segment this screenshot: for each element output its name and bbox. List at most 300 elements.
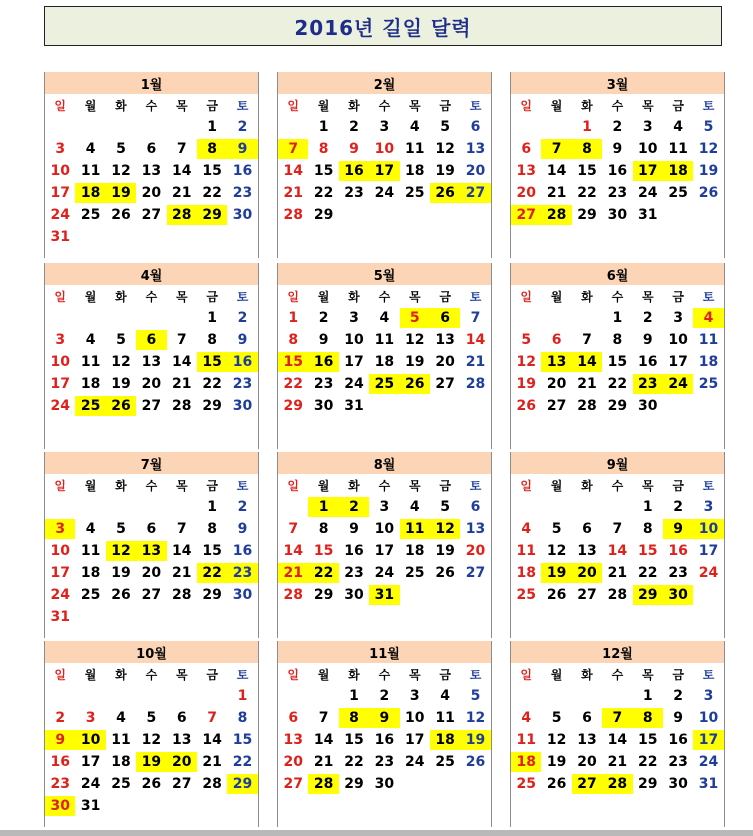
weekday-row (278, 663, 491, 685)
day-cell: 18 (405, 163, 425, 179)
day-cell: 12 (546, 732, 567, 748)
day-cell: 30 (668, 776, 688, 792)
weekday-label: 화 (581, 667, 593, 682)
weekday-label: 수 (611, 98, 624, 113)
day-cell-auspicious: 30 (663, 585, 693, 605)
weekday-label: 수 (145, 289, 158, 304)
week-row (45, 773, 258, 795)
week-row (45, 182, 258, 204)
day-cell-auspicious: 26 (106, 396, 136, 416)
weekday-label: 화 (115, 667, 127, 682)
empty-cell (693, 205, 723, 225)
empty-cell (75, 227, 105, 247)
calendar-title-box (44, 6, 722, 46)
day-cell: 2 (55, 710, 66, 726)
empty-cell (197, 607, 227, 627)
day-cell: 26 (465, 754, 486, 770)
day-cell: 25 (80, 207, 101, 223)
empty-cell (75, 497, 105, 517)
day-cell: 12 (111, 354, 131, 370)
week-row (45, 138, 258, 160)
day-cell: 11 (374, 332, 395, 348)
week-row (45, 562, 258, 584)
week-row (45, 116, 258, 138)
day-cell-auspicious: 6 (136, 330, 166, 350)
day-cell: 13 (283, 732, 303, 748)
day-cell: 26 (435, 565, 455, 581)
week-row (278, 751, 491, 773)
day-cell: 5 (116, 521, 126, 537)
day-cell: 17 (405, 732, 425, 748)
day-cell-auspicious: 29 (633, 585, 663, 605)
empty-cell (106, 796, 136, 816)
day-cell: 7 (582, 332, 592, 348)
month-calendar (277, 263, 492, 449)
weekday-label: 월 (550, 667, 563, 682)
day-cell: 23 (232, 185, 253, 201)
day-cell: 13 (141, 354, 162, 370)
weekday-row (278, 94, 491, 116)
weekday-label: 수 (611, 289, 624, 304)
weekday-label: 수 (145, 667, 158, 682)
day-cell: 4 (409, 499, 420, 515)
day-cell: 15 (344, 732, 364, 748)
week-row (45, 707, 258, 729)
day-cell: 12 (516, 354, 536, 370)
week-row (511, 707, 724, 729)
week-row (511, 307, 724, 329)
day-cell: 16 (374, 732, 395, 748)
empty-cell (663, 396, 693, 416)
day-cell: 27 (172, 776, 192, 792)
day-cell: 14 (313, 732, 334, 748)
day-cell: 6 (470, 119, 481, 135)
empty-cell (541, 686, 571, 706)
empty-cell (460, 205, 490, 225)
week-row (45, 540, 258, 562)
weekday-label: 월 (317, 667, 330, 682)
weekday-label: 토 (236, 667, 249, 682)
day-cell-auspicious: 16 (227, 352, 257, 372)
weekday-label: 토 (236, 289, 249, 304)
week-row (511, 562, 724, 584)
day-cell: 22 (313, 185, 334, 201)
week-row (45, 160, 258, 182)
empty-cell (430, 396, 460, 416)
day-cell-auspicious: 4 (693, 308, 723, 328)
day-cell: 4 (440, 688, 451, 704)
day-cell: 6 (146, 141, 157, 157)
empty-cell (541, 117, 571, 137)
empty-cell (339, 205, 369, 225)
day-cell: 2 (642, 310, 653, 326)
day-cell-auspicious: 17 (633, 161, 663, 181)
day-cell: 27 (141, 398, 162, 414)
weekday-label: 일 (54, 289, 66, 304)
month-header: 7월 (45, 452, 258, 474)
empty-cell (430, 205, 460, 225)
month-header: 8월 (278, 452, 491, 474)
day-cell: 18 (405, 543, 425, 559)
weekday-row (45, 474, 258, 496)
day-cell: 5 (440, 119, 451, 135)
week-row (511, 518, 724, 540)
weekday-label: 화 (348, 478, 360, 493)
empty-cell (75, 686, 105, 706)
day-cell: 8 (207, 332, 218, 348)
empty-cell (106, 497, 136, 517)
week-row (45, 795, 258, 817)
day-cell: 5 (116, 332, 126, 348)
day-cell: 17 (50, 185, 70, 201)
day-cell: 18 (80, 376, 101, 392)
day-cell-auspicious: 1 (308, 497, 338, 517)
day-cell: 7 (207, 710, 218, 726)
empty-cell (541, 308, 571, 328)
day-cell-auspicious: 23 (633, 374, 663, 394)
day-cell: 18 (80, 565, 101, 581)
day-cell: 12 (141, 732, 162, 748)
week-row (278, 707, 491, 729)
day-cell: 29 (202, 587, 222, 603)
day-cell: 11 (80, 543, 101, 559)
day-cell: 24 (344, 376, 364, 392)
day-cell: 2 (237, 310, 248, 326)
day-cell-auspicious: 18 (430, 730, 460, 750)
month-header: 3월 (511, 72, 724, 94)
day-cell: 13 (141, 163, 162, 179)
day-cell: 9 (673, 710, 684, 726)
day-cell: 17 (80, 754, 101, 770)
weekday-label: 일 (54, 98, 66, 113)
day-cell: 3 (349, 310, 359, 326)
day-cell: 25 (668, 185, 688, 201)
day-cell: 19 (516, 376, 536, 392)
empty-cell (136, 607, 166, 627)
day-cell: 11 (80, 354, 101, 370)
week-row (511, 773, 724, 795)
week-row (45, 226, 258, 248)
day-cell-auspicious: 19 (106, 183, 136, 203)
day-cell: 8 (237, 710, 248, 726)
day-cell: 20 (141, 565, 162, 581)
day-cell: 5 (551, 521, 562, 537)
day-cell: 12 (405, 332, 425, 348)
day-cell: 25 (516, 776, 536, 792)
day-cell: 16 (607, 163, 628, 179)
day-cell-auspicious: 29 (227, 774, 257, 794)
weekday-label: 월 (84, 667, 97, 682)
weekday-label: 화 (581, 478, 593, 493)
day-cell: 10 (344, 332, 364, 348)
weekday-row (511, 474, 724, 496)
weekday-label: 화 (581, 98, 593, 113)
weekday-row (278, 285, 491, 307)
month-calendar (44, 72, 259, 258)
day-cell-auspicious: 26 (430, 183, 460, 203)
day-cell-auspicious: 8 (339, 708, 369, 728)
empty-cell (693, 585, 723, 605)
day-cell: 31 (50, 609, 70, 625)
week-row (45, 751, 258, 773)
day-cell: 3 (703, 499, 714, 515)
day-cell-auspicious: 23 (227, 563, 257, 583)
day-cell-auspicious: 24 (663, 374, 693, 394)
week-row (278, 329, 491, 351)
day-cell: 22 (283, 376, 303, 392)
day-cell: 14 (172, 163, 192, 179)
day-cell: 18 (374, 354, 395, 370)
day-cell: 5 (470, 688, 481, 704)
day-cell: 30 (344, 587, 364, 603)
day-cell: 5 (551, 710, 562, 726)
weekday-label: 토 (469, 289, 482, 304)
week-row (278, 496, 491, 518)
week-row (511, 540, 724, 562)
weekday-label: 토 (469, 667, 482, 682)
day-cell: 7 (176, 521, 187, 537)
weekday-label: 금 (206, 478, 218, 493)
weekday-label: 목 (408, 667, 421, 682)
weekday-label: 화 (348, 667, 360, 682)
weekday-row (278, 474, 491, 496)
week-row (511, 496, 724, 518)
day-cell: 17 (50, 376, 70, 392)
day-cell: 22 (232, 754, 253, 770)
day-cell: 16 (50, 754, 70, 770)
day-cell: 21 (546, 185, 567, 201)
day-cell: 3 (642, 119, 653, 135)
day-cell-auspicious: 27 (511, 205, 541, 225)
day-cell-auspicious: 15 (197, 352, 227, 372)
day-cell: 7 (176, 332, 187, 348)
day-cell: 10 (638, 141, 658, 157)
day-cell: 23 (607, 185, 628, 201)
day-cell: 28 (172, 587, 192, 603)
empty-cell (75, 117, 105, 137)
day-cell-auspicious: 22 (197, 563, 227, 583)
day-cell-auspicious: 28 (167, 205, 197, 225)
day-cell-auspicious: 30 (45, 796, 75, 816)
day-cell: 20 (516, 185, 536, 201)
weekday-label: 화 (581, 289, 593, 304)
weekday-label: 월 (550, 289, 563, 304)
day-cell: 24 (698, 565, 719, 581)
day-cell: 24 (638, 185, 658, 201)
month-calendar (510, 452, 725, 638)
empty-cell (106, 227, 136, 247)
empty-cell (278, 686, 308, 706)
day-cell-auspicious: 20 (572, 563, 602, 583)
day-cell: 20 (465, 543, 486, 559)
day-cell: 6 (582, 521, 592, 537)
empty-cell (227, 607, 257, 627)
day-cell: 21 (202, 754, 222, 770)
weekday-label: 수 (378, 478, 391, 493)
day-cell-auspicious: 28 (541, 205, 571, 225)
week-row (278, 351, 491, 373)
weekday-label: 일 (287, 98, 299, 113)
day-cell-auspicious: 12 (430, 519, 460, 539)
day-cell: 28 (283, 587, 303, 603)
day-cell: 15 (313, 543, 334, 559)
day-cell: 20 (577, 754, 597, 770)
day-cell-auspicious: 2 (339, 497, 369, 517)
day-cell: 22 (607, 376, 628, 392)
week-row (511, 751, 724, 773)
empty-cell (430, 585, 460, 605)
day-cell: 27 (283, 776, 303, 792)
day-cell: 13 (465, 521, 486, 537)
weekday-label: 금 (672, 289, 684, 304)
day-cell: 29 (344, 776, 364, 792)
weekday-label: 일 (54, 667, 66, 682)
day-cell: 21 (283, 185, 303, 201)
day-cell: 8 (318, 521, 329, 537)
day-cell: 26 (698, 185, 719, 201)
week-row (278, 562, 491, 584)
day-cell: 22 (344, 754, 364, 770)
weekday-label: 토 (236, 478, 249, 493)
day-cell: 17 (344, 354, 364, 370)
day-cell: 22 (638, 754, 658, 770)
day-cell-auspicious: 16 (308, 352, 338, 372)
day-cell: 9 (642, 332, 653, 348)
day-cell: 22 (638, 565, 658, 581)
empty-cell (167, 796, 197, 816)
empty-cell (167, 308, 197, 328)
day-cell-auspicious: 31 (369, 585, 399, 605)
day-cell: 23 (50, 776, 70, 792)
day-cell: 14 (202, 732, 222, 748)
week-row (45, 685, 258, 707)
day-cell: 3 (55, 141, 66, 157)
day-cell: 10 (50, 354, 70, 370)
day-cell: 30 (232, 398, 253, 414)
weekday-label: 수 (611, 667, 624, 682)
day-cell: 24 (50, 398, 70, 414)
day-cell: 13 (465, 141, 486, 157)
day-cell: 23 (344, 185, 364, 201)
day-cell: 8 (207, 521, 218, 537)
day-cell-auspicious: 10 (693, 519, 723, 539)
day-cell: 16 (232, 543, 253, 559)
day-cell: 19 (435, 163, 455, 179)
empty-cell (75, 607, 105, 627)
week-row (45, 584, 258, 606)
day-cell: 12 (698, 141, 719, 157)
day-cell-auspicious: 22 (308, 563, 338, 583)
day-cell: 6 (521, 141, 532, 157)
month-header: 2월 (278, 72, 491, 94)
day-cell: 28 (202, 776, 222, 792)
week-row (45, 729, 258, 751)
weekday-label: 금 (439, 667, 451, 682)
week-row (45, 204, 258, 226)
day-cell: 5 (146, 710, 157, 726)
weekday-label: 일 (520, 289, 532, 304)
day-cell: 20 (465, 163, 486, 179)
day-cell: 19 (698, 163, 719, 179)
day-cell: 25 (698, 376, 719, 392)
month-header: 6월 (511, 263, 724, 285)
day-cell: 6 (470, 499, 481, 515)
weekday-label: 수 (378, 289, 391, 304)
weekday-label: 금 (206, 289, 218, 304)
weekday-label: 화 (115, 289, 127, 304)
week-row (278, 204, 491, 226)
empty-cell (572, 497, 602, 517)
day-cell: 28 (283, 207, 303, 223)
day-cell-auspicious: 14 (572, 352, 602, 372)
day-cell: 1 (207, 119, 218, 135)
day-cell: 1 (288, 310, 299, 326)
empty-cell (511, 686, 541, 706)
day-cell: 11 (516, 543, 536, 559)
weekday-label: 월 (84, 98, 97, 113)
day-cell: 25 (80, 587, 101, 603)
week-row (45, 373, 258, 395)
day-cell: 5 (116, 141, 126, 157)
empty-cell (136, 497, 166, 517)
day-cell: 2 (237, 119, 248, 135)
day-cell-auspicious: 25 (369, 374, 399, 394)
weekday-label: 금 (672, 478, 684, 493)
day-cell: 30 (607, 207, 628, 223)
month-calendar (510, 263, 725, 449)
day-cell: 27 (465, 565, 486, 581)
day-cell: 11 (698, 332, 719, 348)
weekday-row (511, 285, 724, 307)
day-cell: 25 (111, 776, 131, 792)
day-cell: 21 (172, 185, 192, 201)
weekday-label: 토 (469, 478, 482, 493)
weekday-label: 금 (439, 98, 451, 113)
week-row (278, 160, 491, 182)
day-cell: 29 (577, 207, 597, 223)
week-row (511, 395, 724, 417)
day-cell: 4 (673, 119, 684, 135)
day-cell: 1 (207, 310, 218, 326)
weekday-label: 일 (287, 667, 299, 682)
day-cell: 10 (50, 543, 70, 559)
day-cell: 7 (288, 521, 299, 537)
day-cell-auspicious: 27 (572, 774, 602, 794)
week-row (278, 307, 491, 329)
weekday-label: 금 (439, 289, 451, 304)
weekday-label: 수 (378, 98, 391, 113)
day-cell: 23 (313, 376, 334, 392)
month-calendar (277, 452, 492, 638)
day-cell: 16 (344, 543, 364, 559)
day-cell: 23 (668, 565, 688, 581)
day-cell: 21 (172, 376, 192, 392)
day-cell-auspicious: 7 (278, 139, 308, 159)
day-cell: 25 (405, 185, 425, 201)
day-cell: 26 (111, 207, 131, 223)
empty-cell (167, 497, 197, 517)
day-cell: 4 (521, 521, 532, 537)
day-cell: 19 (111, 565, 131, 581)
day-cell: 2 (318, 310, 329, 326)
day-cell: 11 (435, 710, 455, 726)
day-cell: 23 (232, 376, 253, 392)
day-cell: 6 (288, 710, 299, 726)
weekday-label: 목 (408, 289, 421, 304)
week-row (278, 729, 491, 751)
week-row (45, 329, 258, 351)
day-cell: 4 (85, 141, 96, 157)
